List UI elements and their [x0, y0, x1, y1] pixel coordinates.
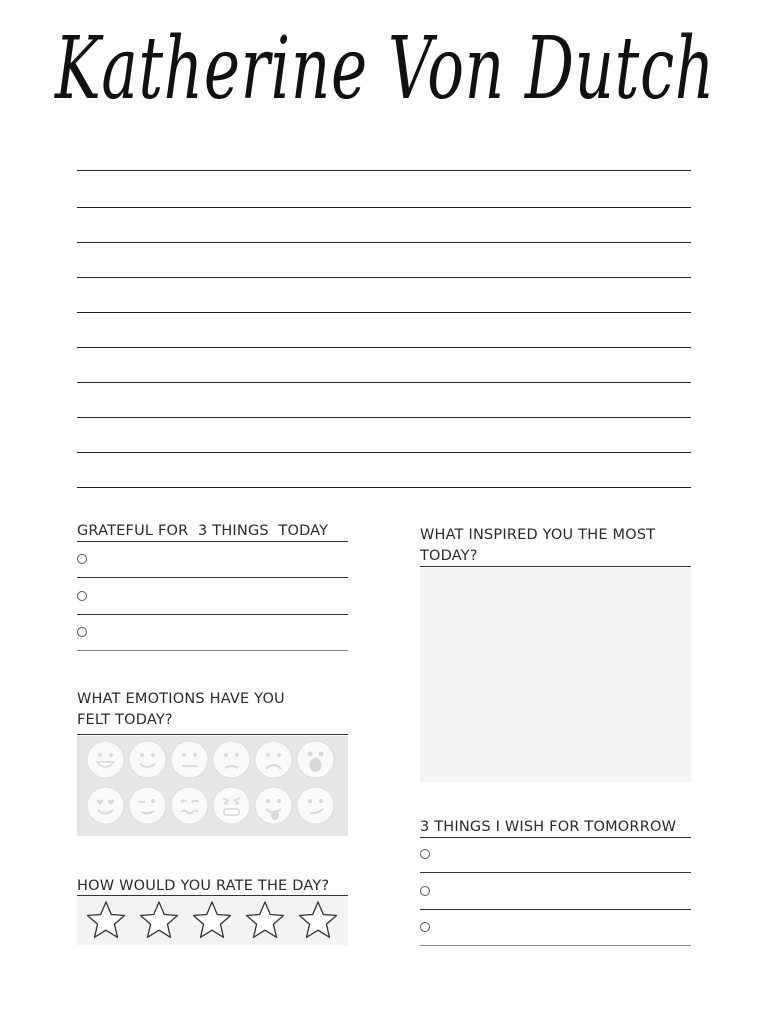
worried-face-icon[interactable] — [212, 740, 251, 779]
page-title-text: Katherine Von Dutch — [53, 19, 716, 119]
inspired-heading-rule — [420, 566, 691, 567]
grateful-heading: GRATEFUL FOR 3 THINGS TODAY — [77, 523, 329, 539]
journal-line[interactable] — [77, 207, 691, 208]
grateful-item-line[interactable] — [77, 614, 348, 615]
star-icon[interactable] — [191, 899, 233, 941]
inspired-answer-box[interactable] — [420, 568, 691, 782]
sad-face-icon[interactable] — [254, 740, 293, 779]
woozy-face-icon[interactable] — [170, 786, 209, 825]
star-icon[interactable] — [85, 899, 127, 941]
wish-bullet-icon[interactable] — [420, 922, 430, 932]
inspired-heading: WHAT INSPIRED YOU THE MOST TODAY? — [420, 527, 656, 564]
journal-line[interactable] — [77, 417, 691, 418]
grinning-face-icon[interactable] — [86, 740, 125, 779]
smirking-face-icon[interactable] — [296, 786, 335, 825]
smiling-face-icon[interactable] — [128, 740, 167, 779]
surprised-face-icon[interactable] — [296, 740, 335, 779]
heart-eyes-face-icon[interactable] — [86, 786, 125, 825]
wish-bullet-icon[interactable] — [420, 849, 430, 859]
tongue-out-face-icon[interactable] — [254, 786, 293, 825]
wish-bullet-icon[interactable] — [420, 886, 430, 896]
angry-face-icon[interactable] — [212, 786, 251, 825]
rating-heading: HOW WOULD YOU RATE THE DAY? — [77, 878, 330, 894]
journal-line[interactable] — [77, 487, 691, 488]
wish-item-line[interactable] — [420, 945, 691, 946]
journal-line[interactable] — [77, 312, 691, 313]
journal-line[interactable] — [77, 347, 691, 348]
neutral-face-icon[interactable] — [170, 740, 209, 779]
grateful-heading-rule — [77, 541, 348, 542]
grateful-item-line[interactable] — [77, 577, 348, 578]
journal-line[interactable] — [77, 452, 691, 453]
winking-face-icon[interactable] — [128, 786, 167, 825]
star-icon[interactable] — [138, 899, 180, 941]
emotions-heading: WHAT EMOTIONS HAVE YOU FELT TODAY? — [77, 691, 285, 728]
wishes-heading-rule — [420, 837, 691, 838]
journal-line[interactable] — [77, 170, 691, 171]
journal-line[interactable] — [77, 242, 691, 243]
grateful-bullet-icon[interactable] — [77, 554, 87, 564]
page-title — [40, 0, 730, 135]
journal-line[interactable] — [77, 382, 691, 383]
star-icon[interactable] — [297, 899, 339, 941]
star-icon[interactable] — [244, 899, 286, 941]
grateful-bullet-icon[interactable] — [77, 591, 87, 601]
wish-item-line[interactable] — [420, 909, 691, 910]
emotions-panel — [77, 736, 348, 836]
grateful-item-line[interactable] — [77, 650, 348, 651]
emotions-heading-rule — [77, 734, 348, 735]
rating-panel — [77, 896, 348, 945]
grateful-bullet-icon[interactable] — [77, 627, 87, 637]
wish-item-line[interactable] — [420, 872, 691, 873]
journal-line[interactable] — [77, 277, 691, 278]
wishes-heading: 3 THINGS I WISH FOR TOMORROW — [420, 819, 677, 835]
